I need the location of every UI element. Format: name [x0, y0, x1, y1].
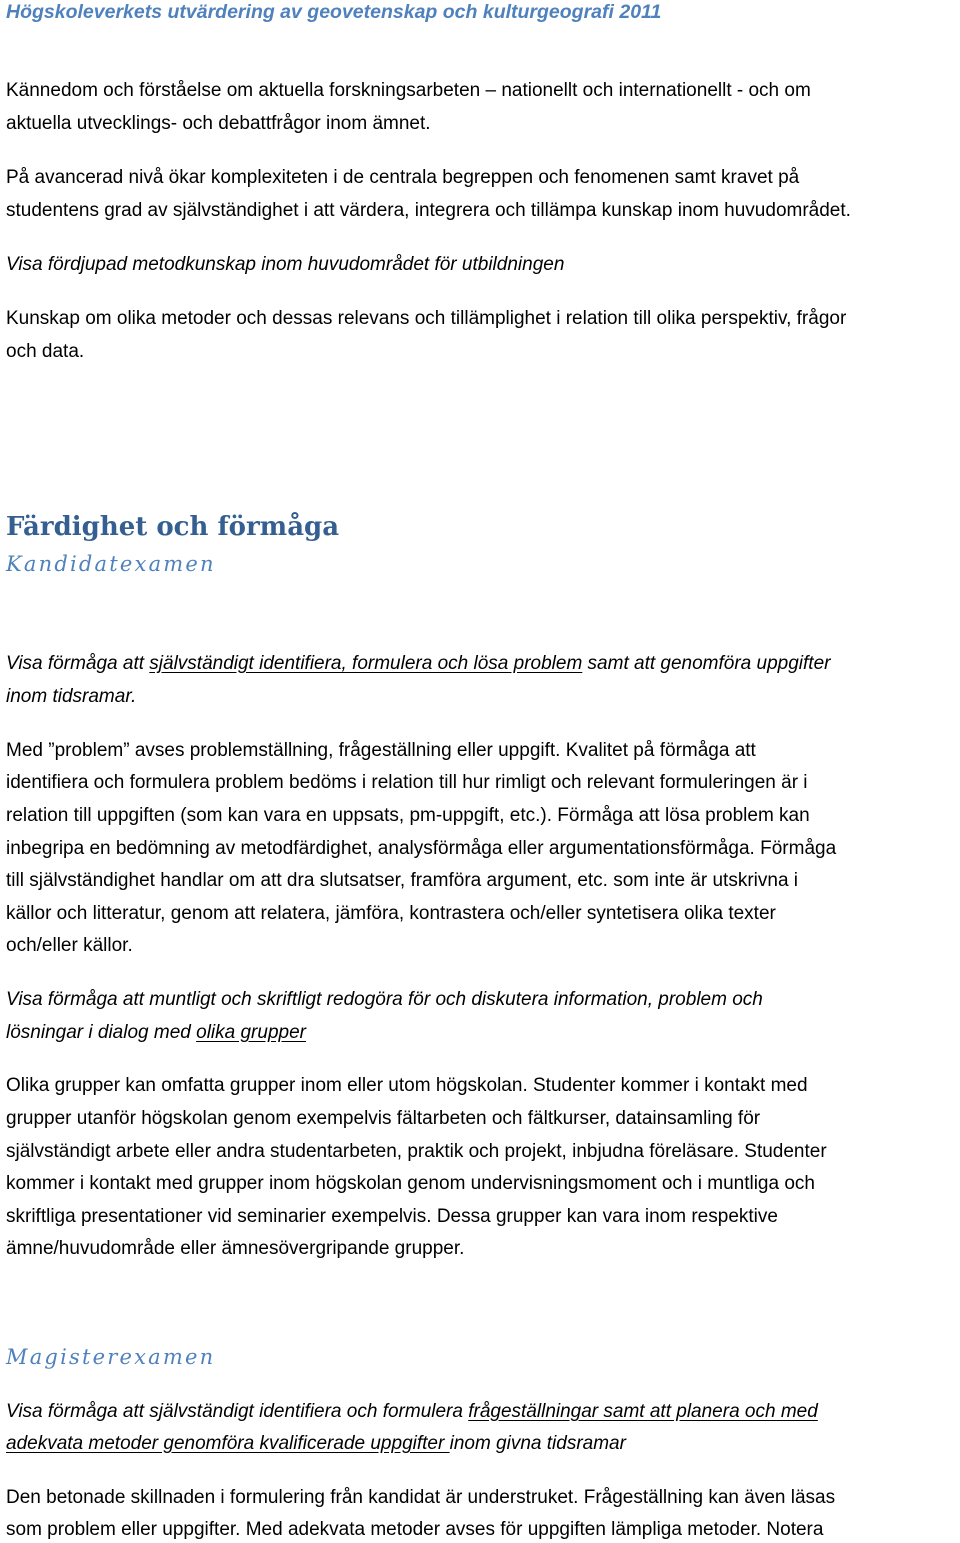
text-line: och/eller källor.: [6, 935, 133, 956]
text-line: aktuella utvecklings- och debattfrågor inom ämnet.: [6, 113, 431, 134]
text-line: självständigt arbete eller andra studentarbeten, praktik och projekt, inbjudna föreläsare. Studenter: [6, 1141, 827, 1162]
text-line: skriftliga presentationer vid seminarier exempelvis. Dessa grupper kan vara inom respektive: [6, 1206, 778, 1227]
text-segment: Visa förmåga att: [6, 653, 150, 674]
text-line: relation till uppgiften (som kan vara en uppsats, pm-uppgift, etc.). Förmåga att lösa problem kan: [6, 805, 810, 826]
text-line: Olika grupper kan omfatta grupper inom eller utom högskolan. Studenter kommer i kontakt med: [6, 1075, 808, 1096]
text-line: Kännedom och förståelse om aktuella forskningsarbeten – nationellt och internationellt - och om: [6, 80, 811, 101]
text-segment: inom givna tidsramar: [449, 1433, 626, 1454]
underlined-phrase: olika grupper: [196, 1022, 306, 1043]
page-header: Högskoleverkets utvärdering av geovetenskap och kulturgeografi 2011: [6, 1, 662, 23]
text-line: [6, 1432, 626, 1456]
text-line: [6, 1400, 818, 1424]
text-line: inom tidsramar.: [6, 686, 137, 707]
underlined-phrase: självständigt identifiera, formulera och lösa problem: [149, 653, 583, 674]
subheading-kandidatexamen: Kandidatexamen: [6, 552, 216, 576]
section-heading: Färdighet och förmåga: [6, 512, 340, 542]
text-line: som problem eller uppgifter. Med adekvata metoder avses för uppgiften lämpliga metoder. Notera: [6, 1519, 824, 1540]
underlined-phrase: adekvata metoder genomföra kvalificerade uppgifter: [6, 1433, 450, 1454]
text-line: studentens grad av självständighet i att värdera, integrera och tillämpa kunskap inom huvudområdet.: [6, 200, 851, 221]
text-line: Den betonade skillnaden i formulering från kandidat är understruket. Frågeställning kan även läsas: [6, 1487, 836, 1508]
text-line: Kunskap om olika metoder och dessas relevans och tillämplighet i relation till olika perspektiv, frågor: [6, 308, 847, 329]
text-line: [6, 1021, 306, 1045]
text-line: [6, 652, 830, 676]
text-line: inbegripa en bedömning av metodfärdighet, analysförmåga eller argumentationsförmåga. Förmåga: [6, 838, 837, 859]
requirement-method-knowledge: Visa fördjupad metodkunskap inom huvudområdet för utbildningen: [6, 254, 565, 275]
text-line: grupper utanför högskolan genom exempelvis fältarbeten och fältkurser, datainsamling för: [6, 1108, 761, 1129]
text-line: ämne/huvudområde eller ämnesövergripande grupper.: [6, 1238, 465, 1259]
text-line: till självständighet handlar om att dra slutsatser, framföra argument, etc. som inte är utskrivna i: [6, 870, 799, 891]
text-segment: lösningar i dialog med: [6, 1022, 197, 1043]
text-line: och data.: [6, 341, 85, 362]
text-line: Med ”problem” avses problemställning, frågeställning eller uppgift. Kvalitet på förmåga att: [6, 740, 756, 761]
text-segment: Visa förmåga att självständigt identifiera och formulera: [6, 1401, 469, 1422]
text-line: källor och litteratur, genom att relatera, jämföra, kontrastera och/eller syntetisera olika texter: [6, 903, 776, 924]
text-line: Visa förmåga att muntligt och skriftligt redogöra för och diskutera information, problem och: [6, 989, 763, 1010]
text-line: På avancerad nivå ökar komplexiteten i de centrala begreppen och fenomenen samt kravet på: [6, 167, 800, 188]
text-line: identifiera och formulera problem bedöms i relation till hur rimligt och relevant formuleringen är i: [6, 772, 808, 793]
underlined-phrase: frågeställningar samt att planera och med: [468, 1401, 818, 1422]
text-line: kommer i kontakt med grupper inom högskolan genom undervisningsmoment och i muntliga och: [6, 1173, 815, 1194]
text-segment: samt att genomföra uppgifter: [582, 653, 831, 674]
subheading-magisterexamen: Magisterexamen: [6, 1345, 216, 1369]
